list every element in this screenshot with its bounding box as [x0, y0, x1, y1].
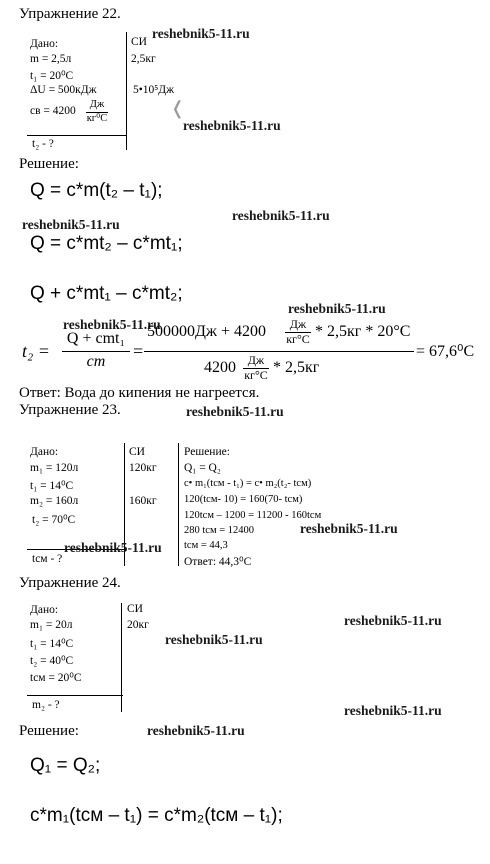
formula-line: Q + c*mt₁ – c*mt₂;	[30, 283, 183, 304]
fraction-numerator: 500000Дж + 4200	[147, 323, 266, 340]
fraction-line	[62, 351, 130, 352]
unit-numerator: Дж	[247, 353, 265, 367]
solution-line: 280 tсм = 12400	[184, 525, 255, 536]
watermark: reshebnik5-11.ru	[344, 703, 442, 718]
si-label: СИ	[127, 603, 143, 615]
exercise-24-title: Упражнение 24.	[19, 575, 121, 591]
given-separator	[27, 695, 123, 696]
si-item: 120кг	[129, 462, 157, 474]
given-item: t₁ = 14⁰С	[30, 638, 74, 650]
watermark: reshebnik5-11.ru	[344, 613, 442, 628]
unit-numerator: Дж	[89, 99, 105, 110]
fraction-denominator: * 2,5кг	[273, 359, 320, 376]
cursor-icon: ❬	[170, 98, 186, 118]
unit-denominator: кг⁰С	[86, 113, 108, 124]
fraction-denominator: 4200	[204, 359, 236, 376]
given-separator	[27, 135, 127, 136]
fraction-numerator: * 2,5кг * 20°С	[315, 323, 411, 340]
given-item: t₁ = 14⁰С	[30, 480, 74, 492]
find-item: tсм - ?	[32, 553, 63, 565]
given-item: t₂ = 40⁰С	[30, 655, 74, 667]
given-item: m₂ = 160л	[30, 495, 79, 507]
find-item: m₂ - ?	[32, 699, 60, 711]
fraction-line	[144, 351, 414, 352]
equals-sign: =	[133, 341, 144, 361]
table-divider	[121, 603, 122, 712]
given-item: m = 2,5л	[30, 53, 72, 65]
given-item: ΔU = 500кДж	[30, 84, 97, 96]
si-item: 20кг	[127, 619, 149, 631]
solution-line: 120(tсм- 10) = 160(70- tсм)	[184, 494, 303, 505]
watermark: reshebnik5-11.ru	[63, 317, 161, 332]
unit-denominator: кг°С	[286, 332, 310, 346]
answer-22: Ответ: Вода до кипения не нагреется.	[19, 385, 260, 401]
unit-numerator: Дж	[289, 317, 307, 331]
formula-line: Q₁ = Q₂;	[30, 755, 101, 776]
solution-line: Ответ: 44,3⁰С	[184, 556, 252, 568]
watermark: reshebnik5-11.ru	[152, 26, 250, 41]
watermark: reshebnik5-11.ru	[288, 301, 386, 316]
unit-denominator: кг°С	[244, 368, 268, 382]
table-divider	[178, 443, 179, 566]
si-item: 5•10⁵Дж	[133, 84, 175, 96]
given-label: Дано:	[30, 446, 59, 458]
solution-label: Решение:	[184, 446, 230, 458]
given-label: Дано:	[30, 604, 59, 616]
given-item: t₁ = 20⁰С	[30, 70, 74, 82]
watermark: reshebnik5-11.ru	[147, 723, 245, 738]
solution-line: 120tсм – 1200 = 11200 - 160tсм	[184, 510, 322, 521]
given-label: Дано:	[30, 38, 59, 50]
result: = 67,6⁰С	[416, 343, 475, 360]
si-item: 160кг	[129, 495, 157, 507]
watermark: reshebnik5-11.ru	[64, 540, 162, 555]
watermark: reshebnik5-11.ru	[183, 118, 281, 133]
solution-line: tсм = 44,3	[184, 540, 228, 551]
given-item: cв = 4200	[30, 105, 76, 117]
given-item: tсм = 20⁰С	[30, 672, 82, 684]
si-label: СИ	[131, 36, 147, 48]
given-item: m₁ = 20л	[30, 619, 73, 631]
solution-label: Решение:	[19, 156, 79, 172]
formula-line: Q = c*m(t₂ – t₁);	[30, 180, 163, 201]
formula-line: Q = c*mt₂ – c*mt₁;	[30, 233, 183, 254]
formula-line: c*m₁(tсм – t₁) = c*m₂(tсм – t₁);	[30, 805, 283, 826]
solution-label: Решение:	[19, 723, 79, 739]
si-label: СИ	[129, 446, 145, 458]
exercise-23-title: Упражнение 23.	[19, 402, 121, 418]
given-item: t₂ = 70⁰С	[32, 514, 76, 526]
fraction-denominator: cm	[86, 353, 106, 370]
solution-line: c• m₁(tсм - t₁) = c• m₂(t₂- tсм)	[184, 478, 312, 489]
solution-line: Q₁ = Q₂	[184, 462, 221, 474]
watermark: reshebnik5-11.ru	[186, 404, 284, 419]
equation-lhs: t₂ =	[22, 341, 50, 361]
exercise-22-title: Упражнение 22.	[19, 6, 121, 22]
find-item: t₂ - ?	[32, 138, 54, 150]
watermark: reshebnik5-11.ru	[232, 208, 330, 223]
watermark: reshebnik5-11.ru	[22, 217, 120, 232]
watermark: reshebnik5-11.ru	[300, 521, 398, 536]
si-item: 2,5кг	[131, 53, 156, 65]
table-divider	[126, 32, 127, 150]
given-item: m₁ = 120л	[30, 462, 79, 474]
watermark: reshebnik5-11.ru	[165, 632, 263, 647]
fraction-numerator: Q + cmt₁	[66, 330, 126, 347]
